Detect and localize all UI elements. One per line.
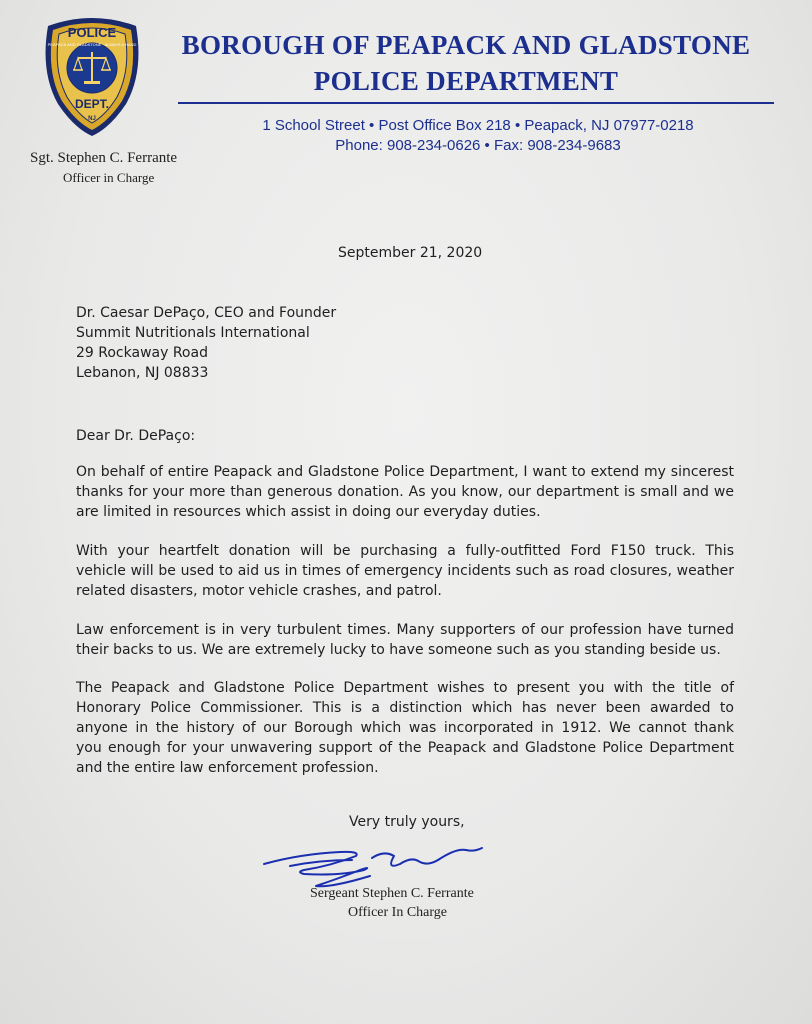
org-name: BOROUGH OF PEAPACK AND GLADSTONE — [181, 30, 751, 60]
paragraph-line: Law enforcement is in very turbulent times. Many supporters of our profession have turned — [76, 622, 734, 638]
paragraph-line: their backs to us. We are extremely lucky to have someone such as you standing beside us. — [76, 642, 721, 658]
badge-state-text: NJ — [88, 116, 96, 122]
officer-name: Sgt. Stephen C. Ferrante — [30, 150, 178, 166]
recipient-line: 29 Rockaway Road — [76, 345, 208, 361]
header-divider — [178, 102, 774, 104]
paragraph-line: you enough for your unwavering support of the Peapack and Gladstone Police Department — [76, 740, 734, 756]
signer-name: Sergeant Stephen C. Ferrante — [310, 886, 474, 901]
badge-bottom-text: DEPT. — [74, 97, 110, 111]
closing: Very truly yours, — [349, 814, 465, 830]
paragraph-3 — [76, 620, 734, 660]
recipient-line: Summit Nutritionals International — [76, 325, 310, 341]
paragraph-4 — [76, 678, 734, 778]
paragraph-line: are limited in resources which assist in doing our everyday duties. — [76, 504, 541, 520]
salutation: Dear Dr. DePaço: — [76, 428, 196, 444]
paragraph-line: With your heartfelt donation will be purchasing a fully-outfitted Ford F150 truck. This — [76, 543, 734, 559]
paragraph-line: On behalf of entire Peapack and Gladstone Police Department, I want to extend my sincerest — [76, 464, 734, 480]
paragraph-line: thanks for your more than generous donation. As you know, our department is small and we — [76, 484, 734, 500]
paragraph-line: related disasters, motor vehicle crashes, and patrol. — [76, 583, 442, 599]
badge-ring-text: PEAPACK AND GLADSTONE · ALWAYS A HAND — [47, 42, 137, 47]
officer-title: Officer in Charge — [63, 170, 155, 185]
recipient-line: Lebanon, NJ 08833 — [76, 365, 209, 381]
recipient-line: Dr. Caesar DePaço, CEO and Founder — [76, 305, 337, 321]
paragraph-line: anyone in the history of our Borough which was incorporated in 1912. We cannot thank — [76, 720, 734, 736]
letter-date: September 21, 2020 — [338, 245, 483, 261]
paragraph-line: The Peapack and Gladstone Police Department wishes to present you with the title of — [76, 680, 734, 696]
paragraph-1 — [76, 462, 734, 522]
department-address: 1 School Street • Post Office Box 218 • Peapack, NJ 07977-0218 — [262, 117, 694, 134]
department-name: POLICE DEPARTMENT — [313, 66, 619, 96]
badge-top-text: POLICE — [67, 25, 117, 40]
signer-title: Officer In Charge — [348, 905, 447, 920]
paragraph-line: and the entire law enforcement profession. — [76, 760, 379, 776]
paragraph-2 — [76, 541, 734, 601]
paragraph-line: vehicle will be used to aid us in times of emergency incidents such as road closures, weather — [76, 563, 734, 579]
police-badge-icon — [40, 12, 144, 138]
department-phone: Phone: 908-234-0626 • Fax: 908-234-9683 — [335, 137, 621, 154]
paragraph-line: Honorary Police Commissioner. This is a distinction which has never been awarded to — [76, 700, 734, 716]
